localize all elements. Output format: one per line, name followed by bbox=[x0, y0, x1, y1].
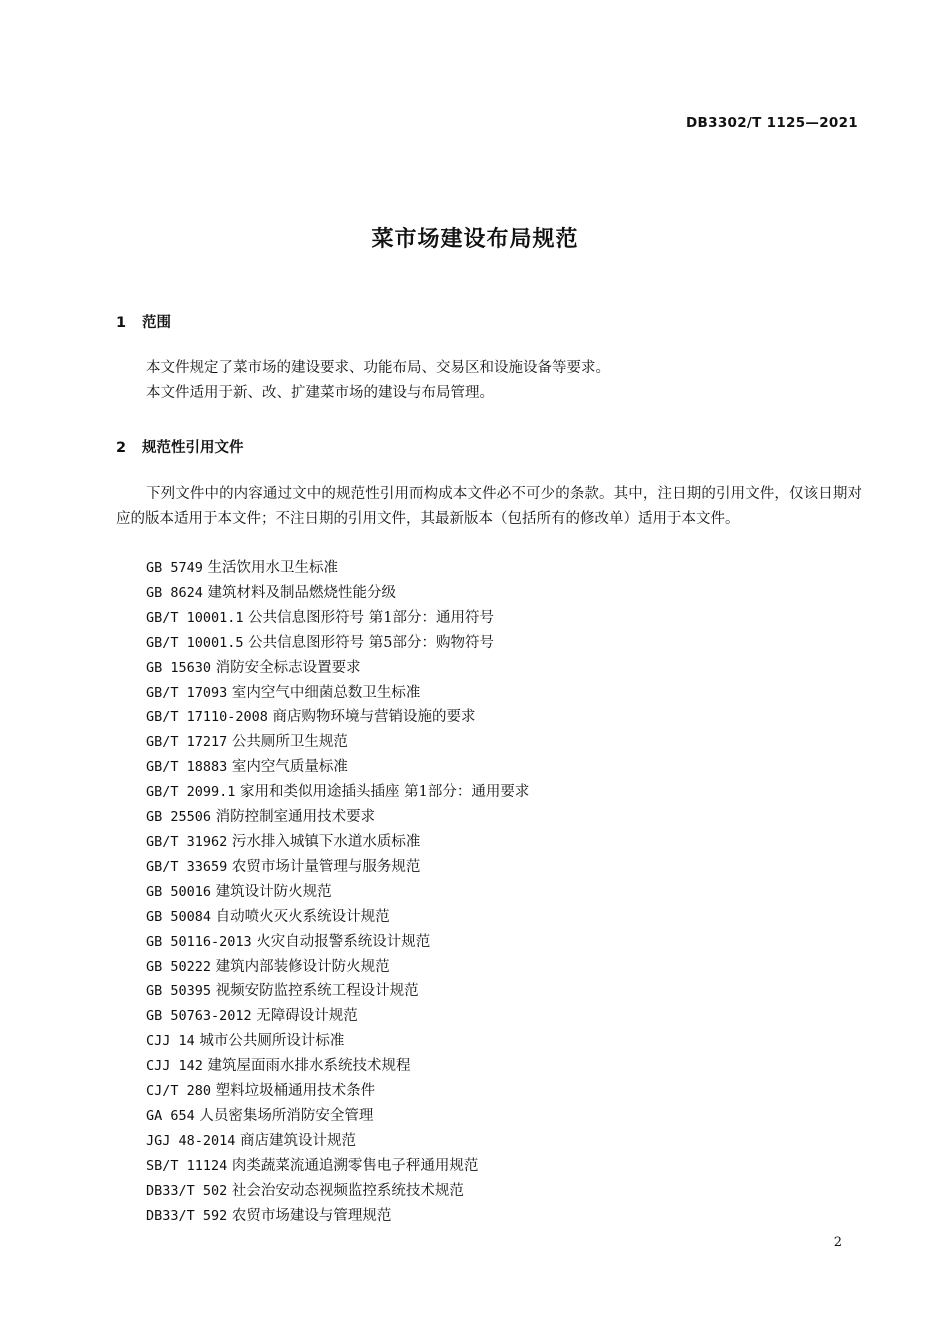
reference-title: 塑料垃圾桶通用技术条件 bbox=[215, 1083, 376, 1100]
reference-item bbox=[146, 1179, 529, 1204]
reference-code: GB/T 18883 bbox=[146, 759, 228, 776]
reference-code: JGJ 48-2014 bbox=[146, 1132, 236, 1149]
reference-item bbox=[146, 656, 529, 681]
reference-item bbox=[146, 1079, 529, 1104]
reference-title: 建筑屋面雨水排水系统技术规程 bbox=[207, 1058, 411, 1075]
reference-code: CJJ 14 bbox=[146, 1033, 195, 1050]
reference-title: 消防控制室通用技术要求 bbox=[215, 809, 376, 826]
paragraph: 下列文件中的内容通过文中的规范性引用而构成本文件必不可少的条款。其中，注日期的引用文件，仅该日期对应的版本适用于本文件；不注日期的引用文件，其最新版本（包括所有的修改单）适用于本文件。 bbox=[116, 486, 862, 527]
reference-title: 消防安全标志设置要求 bbox=[215, 659, 361, 676]
reference-title: 自动喷火灭火系统设计规范 bbox=[215, 908, 390, 925]
reference-code: CJ/T 280 bbox=[146, 1083, 212, 1100]
reference-title: 建筑设计防火规范 bbox=[215, 883, 332, 900]
reference-title: 生活饮用水卫生标准 bbox=[207, 560, 339, 576]
section-number: 2 bbox=[116, 440, 127, 456]
reference-code: GB/T 2099.1 bbox=[146, 784, 236, 801]
reference-code: GB 50116-2013 bbox=[146, 933, 252, 950]
reference-code: GB 50084 bbox=[146, 908, 212, 925]
reference-item bbox=[146, 705, 529, 730]
reference-item bbox=[146, 730, 529, 755]
reference-code: GB 50222 bbox=[146, 958, 212, 975]
reference-code: DB33/T 502 bbox=[146, 1182, 228, 1199]
reference-code: GB/T 10001.1 bbox=[146, 609, 244, 626]
reference-title: 商店建筑设计规范 bbox=[240, 1132, 357, 1149]
reference-code: GB 50763-2012 bbox=[146, 1008, 252, 1025]
reference-title: 视频安防监控系统工程设计规范 bbox=[215, 983, 419, 1000]
reference-title: 室内空气中细菌总数卫生标准 bbox=[231, 684, 421, 701]
reference-title: 公共信息图形符号 第5部分：购物符号 bbox=[248, 634, 494, 651]
reference-item bbox=[146, 930, 529, 955]
document-title: 菜市场建设布局规范 bbox=[371, 227, 579, 252]
reference-title: 农贸市场计量管理与服务规范 bbox=[231, 858, 421, 875]
section-title: 规范性引用文件 bbox=[142, 440, 244, 456]
reference-title: 商店购物环境与营销设施的要求 bbox=[272, 709, 476, 726]
reference-code: GB/T 33659 bbox=[146, 858, 228, 875]
reference-item bbox=[146, 979, 529, 1004]
reference-item bbox=[146, 780, 529, 805]
reference-item bbox=[146, 880, 529, 905]
reference-item bbox=[146, 581, 529, 606]
reference-item bbox=[146, 1104, 529, 1129]
reference-code: SB/T 11124 bbox=[146, 1157, 228, 1174]
section-heading-scope bbox=[116, 311, 171, 332]
reference-code: CJJ 142 bbox=[146, 1058, 203, 1075]
reference-item bbox=[146, 1004, 529, 1029]
reference-title: 污水排入城镇下水道水质标准 bbox=[231, 833, 421, 850]
reference-item bbox=[146, 805, 529, 830]
reference-title: 室内空气质量标准 bbox=[231, 759, 348, 776]
reference-title: 人员密集场所消防安全管理 bbox=[199, 1107, 374, 1124]
reference-title: 无障碍设计规范 bbox=[256, 1008, 358, 1025]
scope-text bbox=[116, 356, 862, 406]
standard-code: DB3302/T 1125—2021 bbox=[686, 115, 858, 131]
paragraph: 本文件适用于新、改、扩建菜市场的建设与布局管理。 bbox=[146, 385, 494, 401]
reference-item bbox=[146, 905, 529, 930]
reference-item bbox=[146, 681, 529, 706]
reference-code: GB/T 17217 bbox=[146, 734, 228, 751]
reference-item bbox=[146, 1129, 529, 1154]
reference-code: GB 5749 bbox=[146, 560, 203, 576]
reference-code: GB 25506 bbox=[146, 809, 212, 826]
reference-title: 火灾自动报警系统设计规范 bbox=[256, 933, 431, 950]
reference-title: 社会治安动态视频监控系统技术规范 bbox=[231, 1182, 464, 1199]
reference-code: GB 8624 bbox=[146, 584, 203, 601]
reference-code: GA 654 bbox=[146, 1107, 195, 1124]
section-title: 范围 bbox=[142, 315, 171, 331]
reference-title: 建筑材料及制品燃烧性能分级 bbox=[207, 584, 397, 601]
reference-item bbox=[146, 1029, 529, 1054]
reference-code: DB33/T 592 bbox=[146, 1207, 228, 1224]
reference-title: 公共信息图形符号 第1部分：通用符号 bbox=[248, 609, 494, 626]
reference-item bbox=[146, 1054, 529, 1079]
reference-title: 建筑内部装修设计防火规范 bbox=[215, 958, 390, 975]
reference-item bbox=[146, 1204, 529, 1229]
reference-code: GB/T 10001.5 bbox=[146, 634, 244, 651]
reference-item bbox=[146, 556, 529, 581]
reference-item bbox=[146, 830, 529, 855]
reference-title: 家用和类似用途插头插座 第1部分：通用要求 bbox=[240, 784, 530, 801]
reference-item bbox=[146, 1154, 529, 1179]
reference-item bbox=[146, 606, 529, 631]
paragraph: 本文件规定了菜市场的建设要求、功能布局、交易区和设施设备等要求。 bbox=[146, 360, 610, 376]
section-heading-normative-references bbox=[116, 436, 244, 457]
reference-title: 公共厕所卫生规范 bbox=[231, 734, 348, 751]
reference-code: GB/T 17110-2008 bbox=[146, 709, 268, 726]
reference-code: GB/T 31962 bbox=[146, 833, 228, 850]
page-number: 2 bbox=[833, 1235, 842, 1250]
reference-item bbox=[146, 955, 529, 980]
reference-item bbox=[146, 755, 529, 780]
normative-intro bbox=[116, 482, 862, 532]
reference-code: GB 50016 bbox=[146, 883, 212, 900]
reference-item bbox=[146, 855, 529, 880]
reference-item bbox=[146, 631, 529, 656]
reference-title: 农贸市场建设与管理规范 bbox=[231, 1207, 392, 1224]
reference-title: 肉类蔬菜流通追溯零售电子秤通用规范 bbox=[231, 1157, 479, 1174]
reference-title: 城市公共厕所设计标准 bbox=[199, 1033, 345, 1050]
reference-list bbox=[146, 556, 529, 1228]
reference-code: GB 50395 bbox=[146, 983, 212, 1000]
reference-code: GB/T 17093 bbox=[146, 684, 228, 701]
section-number: 1 bbox=[116, 315, 127, 331]
reference-code: GB 15630 bbox=[146, 659, 212, 676]
